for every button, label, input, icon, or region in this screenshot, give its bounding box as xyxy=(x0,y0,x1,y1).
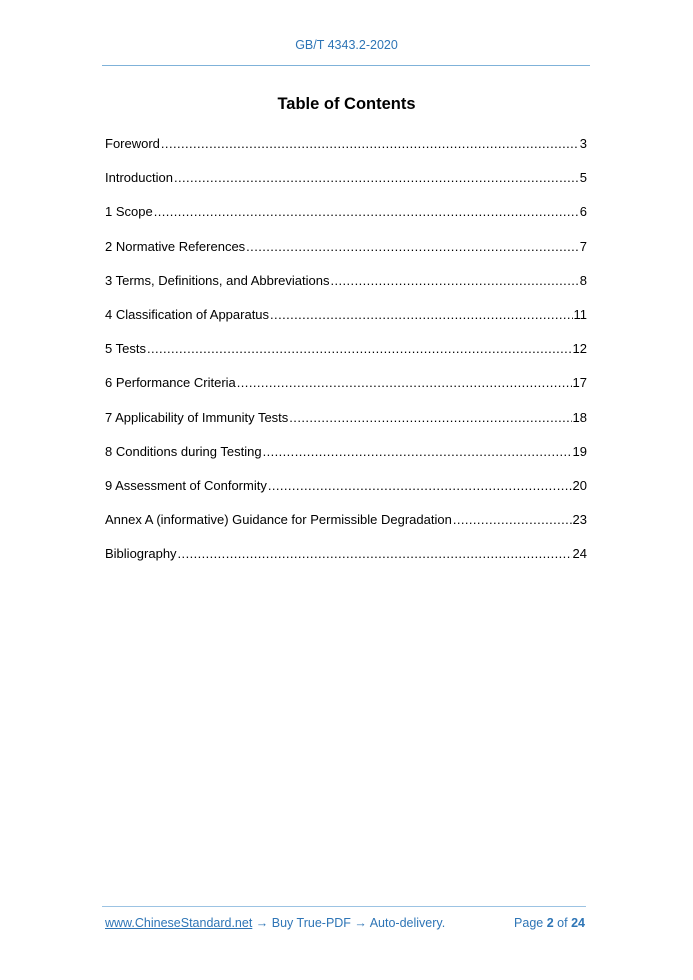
dot-leader xyxy=(289,409,571,427)
toc-entry-foreword[interactable] xyxy=(105,135,587,169)
toc-entry-label: 5 Tests xyxy=(105,341,146,357)
dot-leader xyxy=(237,374,572,392)
table-of-contents xyxy=(105,135,587,579)
page-footer xyxy=(105,916,585,930)
dot-leader xyxy=(174,169,579,187)
dot-leader xyxy=(154,203,579,221)
toc-entry-page: 23 xyxy=(572,512,587,528)
toc-entry-page: 12 xyxy=(572,341,587,357)
toc-entry-label: Annex A (informative) Guidance for Permissible Degradation xyxy=(105,512,452,528)
toc-entry-normative-references[interactable] xyxy=(105,238,587,272)
dot-leader xyxy=(147,340,572,358)
toc-entry-classification[interactable] xyxy=(105,306,587,340)
dot-leader xyxy=(331,272,579,290)
toc-entry-applicability[interactable] xyxy=(105,409,587,443)
toc-entry-label: 7 Applicability of Immunity Tests xyxy=(105,409,289,425)
toc-entry-page: 20 xyxy=(572,477,587,493)
toc-entry-page: 11 xyxy=(573,306,587,322)
header-divider xyxy=(102,65,590,66)
total-pages-number: 24 xyxy=(571,916,585,930)
toc-entry-label: Foreword xyxy=(105,136,160,151)
dot-leader xyxy=(268,477,572,495)
toc-entry-label: Bibliography xyxy=(105,546,177,562)
document-code-header: GB/T 4343.2-2020 xyxy=(295,38,398,52)
page-indicator xyxy=(514,916,585,930)
toc-entry-tests[interactable] xyxy=(105,340,587,374)
footer-promo xyxy=(105,916,445,930)
toc-entry-performance-criteria[interactable] xyxy=(105,374,587,408)
toc-entry-page: 19 xyxy=(572,443,587,459)
toc-entry-page: 3 xyxy=(579,136,587,151)
toc-entry-conditions[interactable] xyxy=(105,443,587,477)
toc-entry-assessment[interactable] xyxy=(105,477,587,511)
toc-entry-label: 1 Scope xyxy=(105,204,153,220)
toc-entry-terms-definitions[interactable] xyxy=(105,272,587,306)
toc-entry-label: Introduction xyxy=(105,170,173,186)
website-link[interactable]: www.ChineseStandard.net xyxy=(105,916,253,930)
of-word: of xyxy=(557,916,568,930)
dot-leader xyxy=(270,306,572,324)
dot-leader xyxy=(453,511,572,529)
page-word: Page xyxy=(514,916,544,930)
toc-entry-label: 8 Conditions during Testing xyxy=(105,443,262,459)
toc-entry-page: 6 xyxy=(579,204,587,220)
toc-entry-page: 5 xyxy=(579,170,587,186)
toc-entry-annex-a[interactable] xyxy=(105,511,587,545)
page-title: Table of Contents xyxy=(277,95,416,113)
toc-entry-scope[interactable] xyxy=(105,203,587,237)
toc-entry-label: 9 Assessment of Conformity xyxy=(105,477,267,493)
footer-tagline: → Buy True-PDF → Auto-delivery. xyxy=(252,916,446,930)
toc-entry-page: 24 xyxy=(572,546,587,562)
toc-entry-label: 6 Performance Criteria xyxy=(105,375,236,391)
toc-entry-introduction[interactable] xyxy=(105,169,587,203)
toc-entry-label: 3 Terms, Definitions, and Abbreviations xyxy=(105,272,330,288)
toc-entry-page: 17 xyxy=(572,375,587,391)
dot-leader xyxy=(161,135,579,153)
toc-entry-label: 4 Classification of Apparatus xyxy=(105,306,270,322)
toc-entry-page: 18 xyxy=(572,409,587,425)
dot-leader xyxy=(263,443,572,461)
toc-entry-bibliography[interactable] xyxy=(105,545,587,579)
toc-entry-label: 2 Normative References xyxy=(105,238,246,254)
dot-leader xyxy=(178,545,572,563)
current-page-number: 2 xyxy=(546,916,554,930)
toc-entry-page: 7 xyxy=(579,238,587,254)
toc-entry-page: 8 xyxy=(579,272,587,288)
dot-leader xyxy=(246,238,579,256)
footer-divider xyxy=(102,906,586,907)
